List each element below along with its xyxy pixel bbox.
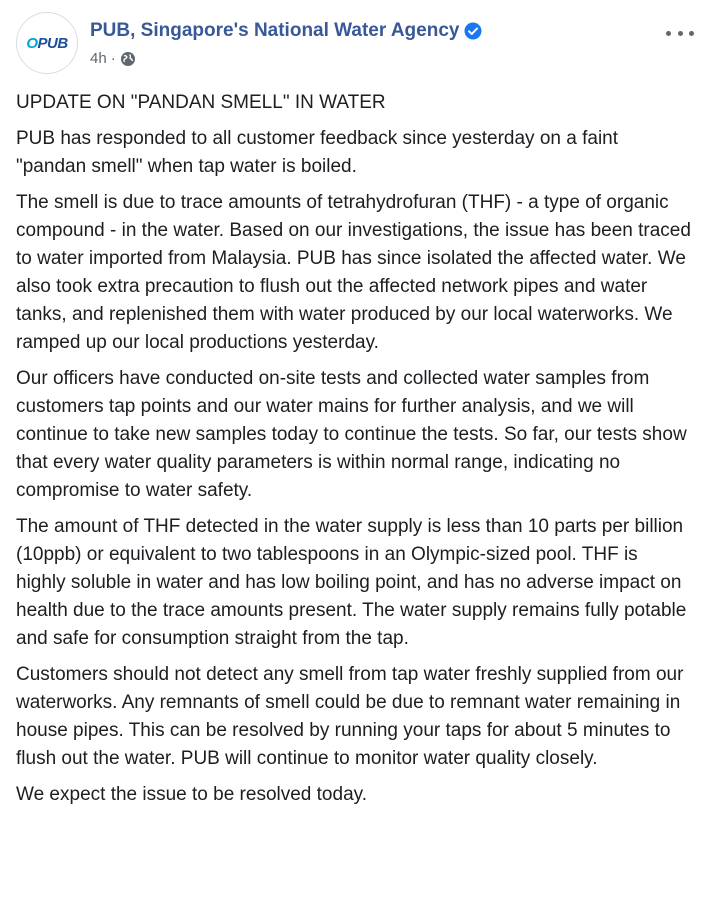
- page-name[interactable]: [90, 20, 482, 42]
- more-dot: [678, 31, 683, 36]
- post-header: [16, 12, 708, 76]
- avatar-logo-text: PUB: [37, 34, 68, 52]
- post-paragraph: Our officers have conducted on-site tests and collected water samples from customers tap points and our water mains for further analysis, and we will continue to take new samples today to continue the tests. So far, our tests show that every water quality parameters is within normal range, indicating no compromise to water safety.: [16, 368, 687, 501]
- more-dot: [666, 31, 671, 36]
- post-title: UPDATE ON "PANDAN SMELL" IN WATER: [16, 92, 386, 113]
- more-dot: [689, 31, 694, 36]
- post-body: [16, 89, 692, 817]
- post-paragraph: The amount of THF detected in the water supply is less than 10 parts per billion (10ppb) or equivalent to two tablespoons in an Olympic-sized pool. THF is highly soluble in water and has low boiling point, and has no adverse impact on health due to the trace amounts present. The water supply remains fully potable and safe for consumption straight from the tap.: [16, 516, 687, 649]
- post-paragraph: The smell is due to trace amounts of tetrahydrofuran (THF) - a type of organic compound - in the water. Based on our investigations, the issue has been traced to water imported from Malaysia. PUB has since isolated the affected water. We also took extra precaution to flush out the affected network pipes and water tanks, and replenished them with water produced by our local waterworks. We ramped up our local productions yesterday.: [16, 192, 691, 353]
- post-paragraph: We expect the issue to be resolved today.: [16, 784, 367, 805]
- meta-separator: ·: [110, 50, 116, 67]
- post-paragraph: Customers should not detect any smell from tap water freshly supplied from our waterworks. Any remnants of smell could be due to remnant water remaining in house pipes. This can be resolved by running your taps for about 5 minutes to flush out the water. PUB will continue to monitor water quality closely.: [16, 664, 684, 769]
- post-paragraph: PUB has responded to all customer feedback since yesterday on a faint "pandan smell" when tap water is boiled.: [16, 128, 619, 177]
- globe-icon[interactable]: [120, 51, 136, 67]
- page-name-link[interactable]: PUB, Singapore's National Water Agency: [90, 20, 460, 41]
- more-options-icon[interactable]: [666, 24, 694, 42]
- post-timestamp[interactable]: 4h: [90, 50, 107, 67]
- post-meta: [90, 50, 136, 67]
- avatar[interactable]: [16, 12, 78, 74]
- verified-badge-icon: [464, 22, 482, 40]
- pub-logo: OPUB: [26, 34, 68, 52]
